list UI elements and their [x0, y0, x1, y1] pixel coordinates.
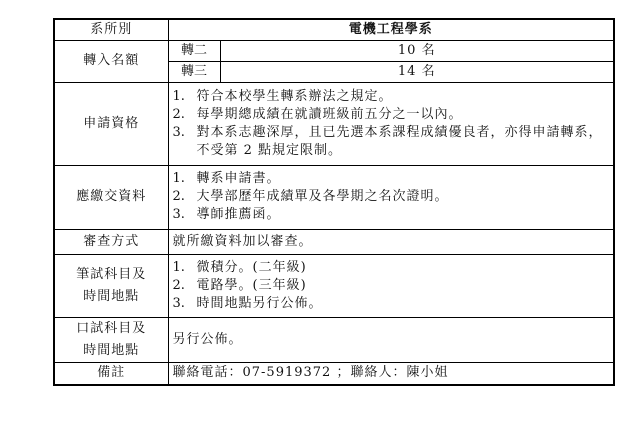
qualification-label: 申請資格 [54, 82, 168, 165]
list-item [173, 88, 608, 106]
quota-grade-2: 轉二 [168, 40, 220, 61]
written-exam-label [54, 254, 168, 317]
remarks-label: 備註 [54, 362, 168, 385]
department-name: 電機工程學系 [168, 19, 614, 40]
quota-row-1 [54, 40, 614, 61]
transfer-info-table [53, 18, 615, 386]
remarks-text: 聯絡電話：07-5919372 ；聯絡人：陳小姐 [168, 362, 614, 385]
list-item [173, 277, 608, 295]
written-exam-list [168, 254, 614, 317]
documents-list [168, 165, 614, 229]
item-text: 大學部歷年成績單及各學期之名次證明。 [196, 189, 449, 204]
header-row [54, 19, 614, 40]
review-row [54, 229, 614, 254]
item-text: 每學期總成績在就讀班級前五分之一以內。 [196, 106, 463, 122]
item-text: 對本系志趣深厚，且已先選本系課程成績優良者，亦得申請轉系，不受第 2 點規定限制。 [196, 124, 603, 158]
oral-exam-row [54, 317, 614, 362]
oral-label-line2: 時間地點 [83, 342, 140, 358]
quota-grade-3: 轉三 [168, 61, 220, 82]
review-label: 審查方式 [54, 229, 168, 254]
list-item [173, 206, 608, 224]
list-item [173, 170, 608, 188]
item-number: 2. [172, 189, 185, 204]
list-item [173, 259, 608, 277]
item-text: 符合本校學生轉系辦法之規定。 [196, 88, 393, 104]
list-item [173, 106, 608, 124]
item-text: 電路學。(三年級) [196, 277, 307, 293]
qualification-row [54, 82, 614, 165]
item-number: 1. [172, 259, 185, 275]
list-item [173, 124, 608, 160]
oral-label-line1: 口試科目及 [76, 320, 147, 336]
item-text: 導師推薦函。 [196, 207, 281, 222]
item-number: 2. [172, 106, 185, 122]
item-number: 3. [172, 295, 185, 311]
dept-column-label: 系所別 [54, 19, 168, 40]
quota-label: 轉入名額 [54, 40, 168, 82]
written-label-line1: 筆試科目及 [76, 266, 147, 282]
item-number: 2. [172, 277, 185, 293]
item-text: 時間地點另行公佈。 [196, 295, 323, 311]
written-exam-row [54, 254, 614, 317]
item-number: 3. [172, 124, 185, 140]
item-text: 微積分。(二年級) [196, 259, 307, 275]
quota-count-3: 14 名 [220, 61, 614, 82]
qualification-list [168, 82, 614, 165]
oral-exam-text: 另行公佈。 [168, 317, 614, 362]
item-text: 轉系申請書。 [196, 171, 281, 186]
written-label-line2: 時間地點 [83, 288, 140, 304]
item-number: 1. [172, 171, 185, 186]
documents-label: 應繳交資料 [54, 165, 168, 229]
review-text: 就所繳資料加以審查。 [168, 229, 614, 254]
remarks-row [54, 362, 614, 385]
list-item [173, 188, 608, 206]
item-number: 1. [172, 88, 185, 104]
item-number: 3. [172, 207, 185, 222]
oral-exam-label [54, 317, 168, 362]
list-item [173, 295, 608, 313]
quota-count-2: 10 名 [220, 40, 614, 61]
documents-row [54, 165, 614, 229]
